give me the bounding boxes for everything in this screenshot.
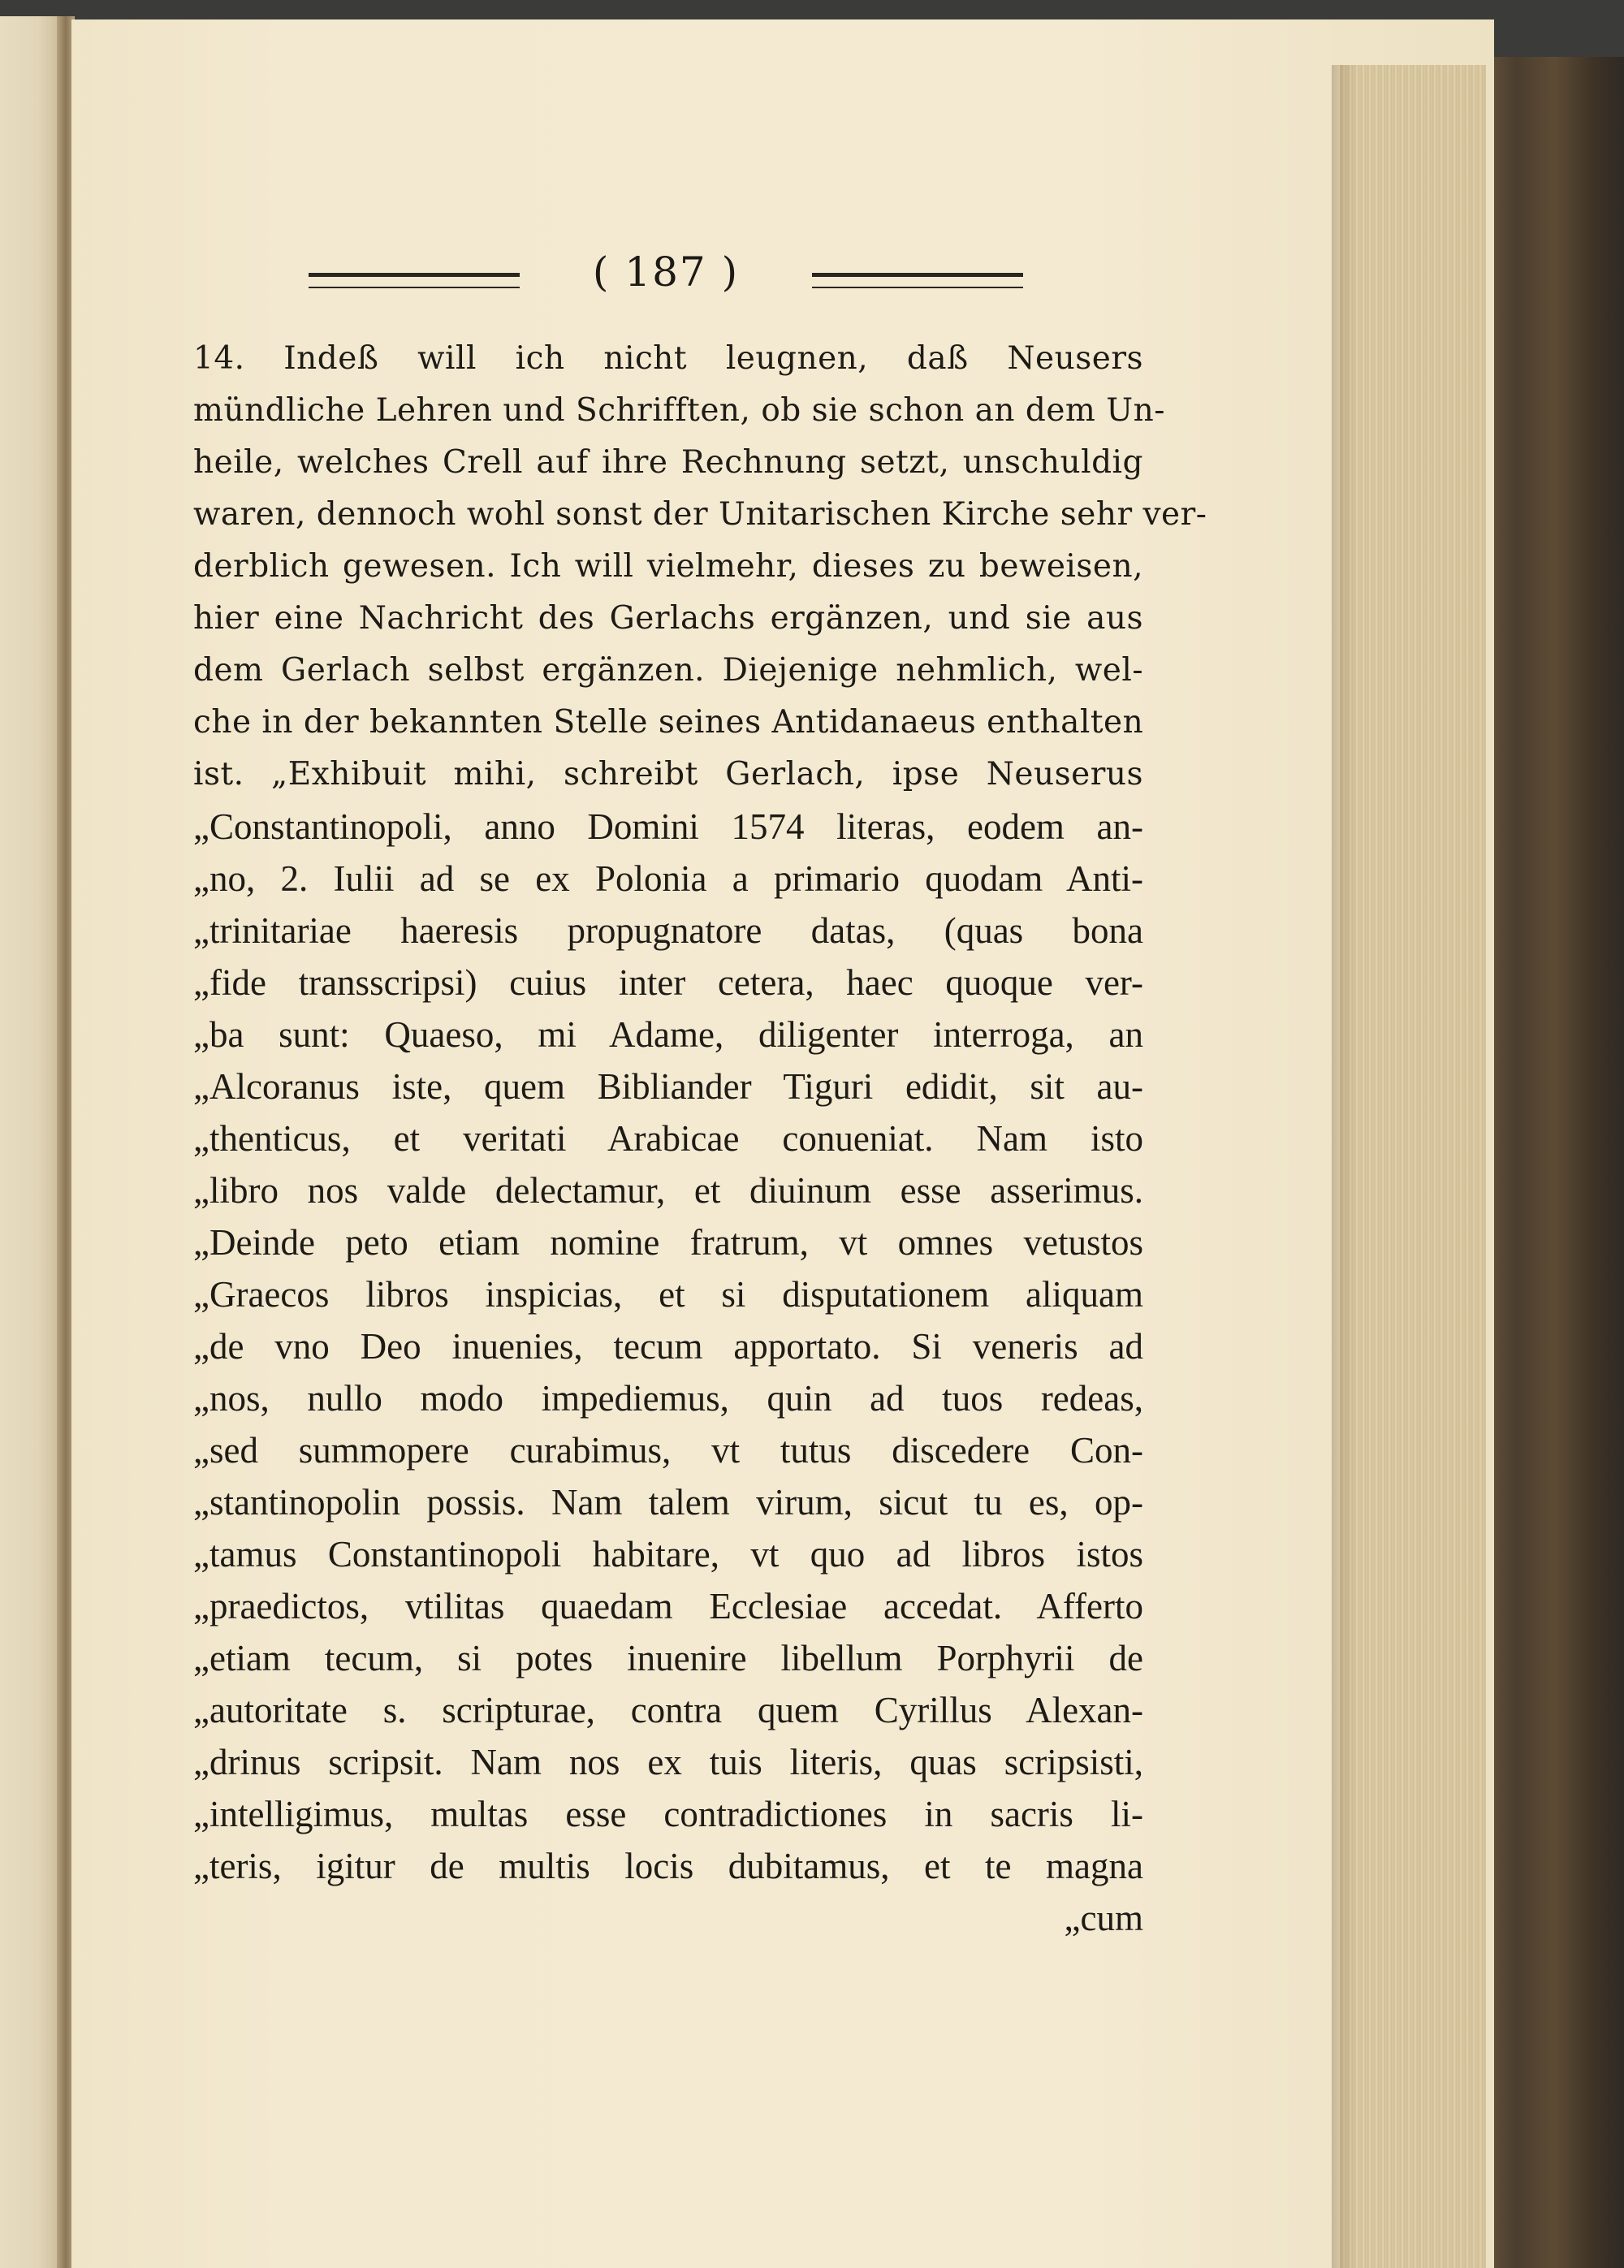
text-line: dem Gerlach selbst ergänzen. Diejenige nehmlich, wel- — [193, 652, 1143, 689]
page-number: ( 187 ) — [592, 248, 740, 296]
text-line: „fide transscripsi) cuius inter cetera, haec quoque ver- — [193, 962, 1143, 1003]
page-edge-shadow — [1332, 65, 1356, 2268]
text-line: hier eine Nachricht des Gerlachs ergänzen, und sie aus — [193, 600, 1143, 637]
text-line: „cum — [1064, 1898, 1143, 1938]
text-line: „ba sunt: Quaeso, mi Adame, diligenter interroga, an — [193, 1014, 1143, 1055]
page-edges — [1340, 65, 1486, 2268]
text-line: „sed summopere curabimus, vt tutus discedere Con- — [193, 1430, 1143, 1471]
header-rule-left — [309, 273, 520, 288]
body-text — [193, 333, 1207, 1944]
text-line: waren, dennoch wohl sonst der Unitarischen Kirche sehr ver- — [193, 496, 1207, 533]
text-line: „drinus scripsit. Nam nos ex tuis literis, quas scripsisti, — [193, 1742, 1143, 1782]
text-line: che in der bekannten Stelle seines Antidanaeus enthalten — [193, 704, 1144, 741]
text-line: „Graecos libros inspicias, et si disputationem aliquam — [193, 1274, 1143, 1315]
text-line: „etiam tecum, si potes inuenire libellum Porphyrii de — [193, 1638, 1143, 1678]
page-header — [309, 244, 1023, 309]
text-line: derblich gewesen. Ich will vielmehr, dieses zu beweisen, — [193, 548, 1143, 585]
text-line: „libro nos valde delectamur, et diuinum esse asserimus. — [193, 1170, 1143, 1211]
text-line: „trinitariae haeresis propugnatore datas, (quas bona — [193, 910, 1143, 951]
text-line: ist. „Exhibuit mihi, schreibt Gerlach, ipse Neuserus — [193, 756, 1143, 793]
text-line: 14. Indeß will ich nicht leugnen, daß Neusers — [193, 340, 1143, 377]
text-line: „no, 2. Iulii ad se ex Polonia a primario quodam Anti- — [193, 858, 1143, 899]
text-line: „de vno Deo inuenies, tecum apportato. Si veneris ad — [193, 1326, 1143, 1367]
left-page-edge — [0, 16, 63, 2268]
text-line: „tamus Constantinopoli habitare, vt quo ad libros istos — [193, 1534, 1143, 1575]
text-line: „Alcoranus iste, quem Bibliander Tiguri edidit, sit au- — [193, 1066, 1143, 1107]
text-line: „praedictos, vtilitas quaedam Ecclesiae accedat. Afferto — [193, 1586, 1143, 1626]
text-line: heile, welches Crell auf ihre Rechnung setzt, unschuldig — [193, 444, 1143, 481]
text-line: „Constantinopoli, anno Domini 1574 literas, eodem an- — [193, 806, 1143, 847]
text-line: „thenticus, et veritati Arabicae conueniat. Nam isto — [193, 1118, 1143, 1159]
text-line: „Deinde peto etiam nomine fratrum, vt omnes vetustos — [193, 1222, 1143, 1263]
text-line: „stantinopolin possis. Nam talem virum, sicut tu es, op- — [193, 1482, 1143, 1523]
text-line: mündliche Lehren und Schrifften, ob sie schon an dem Un- — [193, 392, 1165, 429]
text-line: „intelligimus, multas esse contradictiones in sacris li- — [193, 1794, 1143, 1834]
header-rule-right — [812, 273, 1023, 288]
text-line: „teris, igitur de multis locis dubitamus, et te magna — [193, 1846, 1143, 1886]
text-line: „autoritate s. scripturae, contra quem Cyrillus Alexan- — [193, 1690, 1143, 1730]
text-line: „nos, nullo modo impediemus, quin ad tuos redeas, — [193, 1378, 1143, 1419]
